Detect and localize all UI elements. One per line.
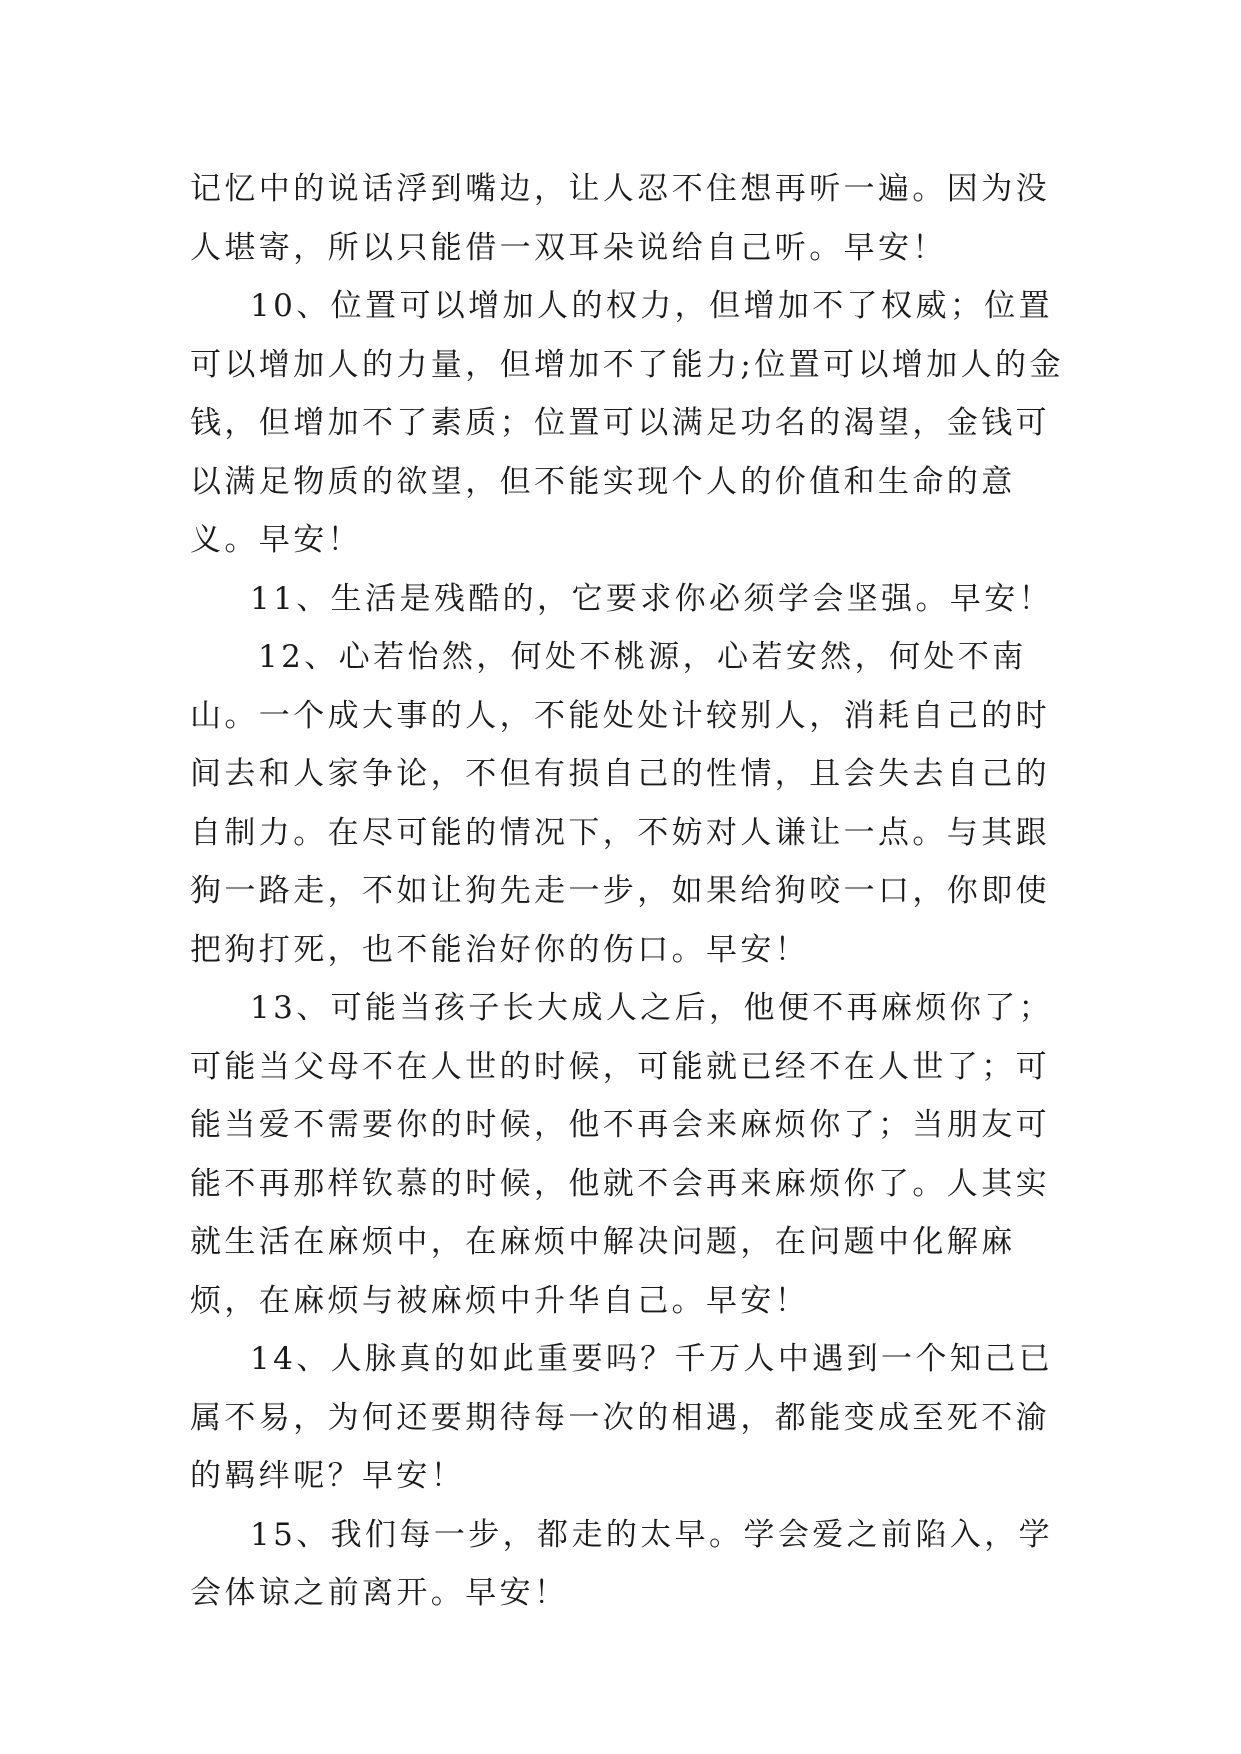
paragraph-14: 14、人脉真的如此重要吗？千万人中遇到一个知己已属不易，为何还要期待每一次的相遇，都能变成至死不渝的羁绊呢？早安！: [190, 1341, 1054, 1494]
paragraph-12: 12、心若怡然，何处不桃源，心若安然，何处不南山。一个成大事的人，不能处处计较别人，消耗自己的时间去和人家争论，不但有损自己的性情，且会失去自己的自制力。在尽可能的情况下，不妨对人谦让一点。与其跟狗一路走，不如让狗先走一步，如果给狗咬一口，你即使把狗打死，也不能治好你的伤口。早安！: [190, 639, 1050, 968]
paragraph-13: 13、可能当孩子长大成人之后，他便不再麻烦你了；可能当父母不在人世的时候，可能就已经不在人世了；可能当爱不需要你的时候，他不再会来麻烦你了；当朋友可能不再那样钦慕的时候，他就不会再来麻烦你了。人其实就生活在麻烦中，在麻烦中解决问题，在问题中化解麻烦，在麻烦与被麻烦中升华自己。早安！: [190, 990, 1054, 1319]
paragraph-continuation: 记忆中的说话浮到嘴边，让人忍不住想再听一遍。因为没人堪寄，所以只能借一双耳朵说给自己听。早安！: [190, 171, 1050, 266]
paragraph-10: 10、位置可以增加人的权力，但增加不了权威；位置可以增加人的力量，但增加不了能力;位置可以增加人的金钱，但增加不了素质；位置可以满足功名的渴望，金钱可以满足物质的欲望，但不能实现个人的价值和生命的意义。早安！: [190, 288, 1064, 558]
paragraph-11: 11、生活是残酷的，它要求你必须学会坚强。早安！: [250, 580, 1054, 617]
document-body: [190, 160, 1070, 1623]
paragraph-15: 15、我们每一步，都走的太早。学会爱之前陷入，学会体谅之前离开。早安！: [190, 1516, 1054, 1611]
